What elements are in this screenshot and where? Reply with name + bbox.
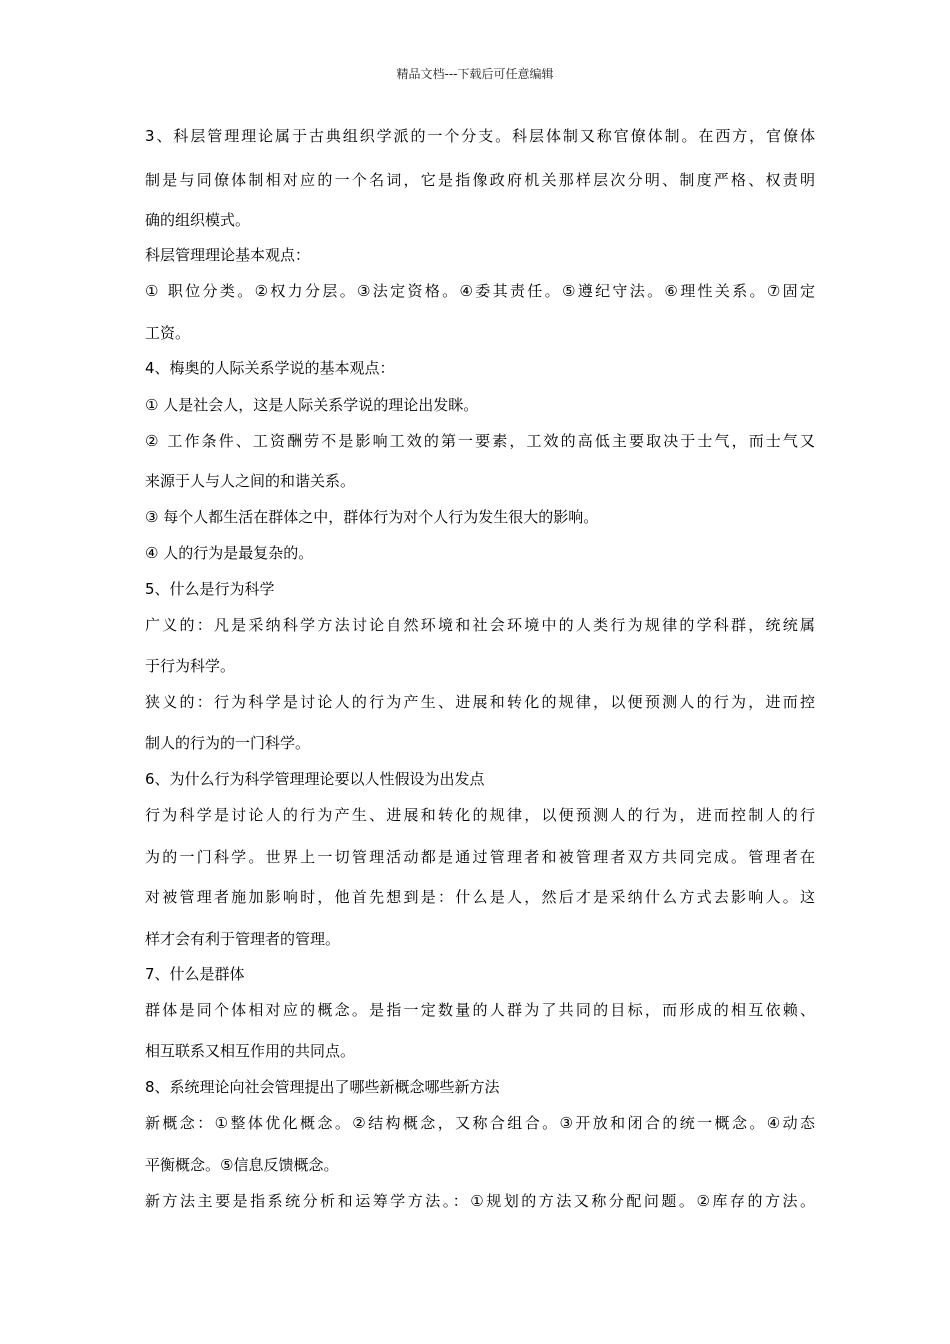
text-line: 新方法主要是指系统分析和运筹学方法。：①规划的方法又称分配问题。②库存的方法。 [145, 1192, 815, 1210]
text-line: 确的组织模式。 [145, 211, 251, 229]
text-line: ③ 每个人都生活在群体之中，群体行为对个人行为发生很大的影响。 [145, 508, 599, 526]
text-line: 广义的：凡是采纳科学方法讨论自然环境和社会环境中的人类行为规律的学科群，统统属 [145, 616, 815, 634]
text-line: 于行为科学。 [145, 657, 236, 675]
text-line: 8、系统理论向社会管理提出了哪些新概念哪些新方法 [145, 1078, 500, 1096]
text-line: 样才会有利于管理者的管理。 [145, 930, 341, 948]
text-line: 平衡概念。⑤信息反馈概念。 [145, 1156, 339, 1174]
text-line: 相互联系又相互作用的共同点。 [145, 1042, 356, 1060]
text-line: 对被管理者施加影响时，他首先想到是：什么是人，然后才是采纳什么方式去影响人。这 [145, 888, 815, 906]
text-line: 6、为什么行为科学管理理论要以人性假设为出发点 [145, 770, 485, 788]
text-line: 5、什么是行为科学 [145, 580, 275, 598]
text-line: 来源于人与人之间的和谐关系。 [145, 472, 356, 490]
text-line: 制是与同僚体制相对应的一个名词，它是指像政府机关那样层次分明、制度严格、权责明 [145, 171, 815, 189]
text-line: 行为科学是讨论人的行为产生、进展和转化的规律，以便预测人的行为，进而控制人的行 [145, 806, 815, 824]
text-line: ① 职位分类。②权力分层。③法定资格。④委其责任。⑤遵纪守法。⑥理性关系。⑦固定 [145, 282, 815, 300]
text-line: 新概念：①整体优化概念。②结构概念，又称合组合。③开放和闭合的统一概念。④动态 [145, 1114, 815, 1132]
text-line: 群体是同个体相对应的概念。是指一定数量的人群为了共同的目标，而形成的相互依赖、 [145, 1001, 815, 1019]
text-line: 4、梅奥的人际关系学说的基本观点： [145, 359, 395, 377]
text-line: 制人的行为的一门科学。 [145, 734, 311, 752]
text-line: ② 工作条件、工资酬劳不是影响工效的第一要素，工效的高低主要取决于士气，而士气又 [145, 432, 815, 450]
text-line: 7、什么是群体 [145, 965, 245, 983]
text-line: ④ 人的行为是最复杂的。 [145, 544, 314, 562]
text-line: 工资。 [145, 324, 191, 342]
text-line: ① 人是社会人，这是人际关系学说的理论出发眯。 [145, 396, 479, 414]
text-line: 科层管理理论基本观点： [145, 246, 311, 264]
page-header: 精品文档---下载后可任意编辑 [396, 67, 554, 81]
text-line: 为的一门科学。世界上一切管理活动都是通过管理者和被管理者双方共同完成。管理者在 [145, 848, 815, 866]
text-line: 狭义的：行为科学是讨论人的行为产生、进展和转化的规律，以便预测人的行为，进而控 [145, 693, 815, 711]
text-line: 3、科层管理理论属于古典组织学派的一个分支。科层体制又称官僚体制。在西方，官僚体 [145, 127, 815, 145]
